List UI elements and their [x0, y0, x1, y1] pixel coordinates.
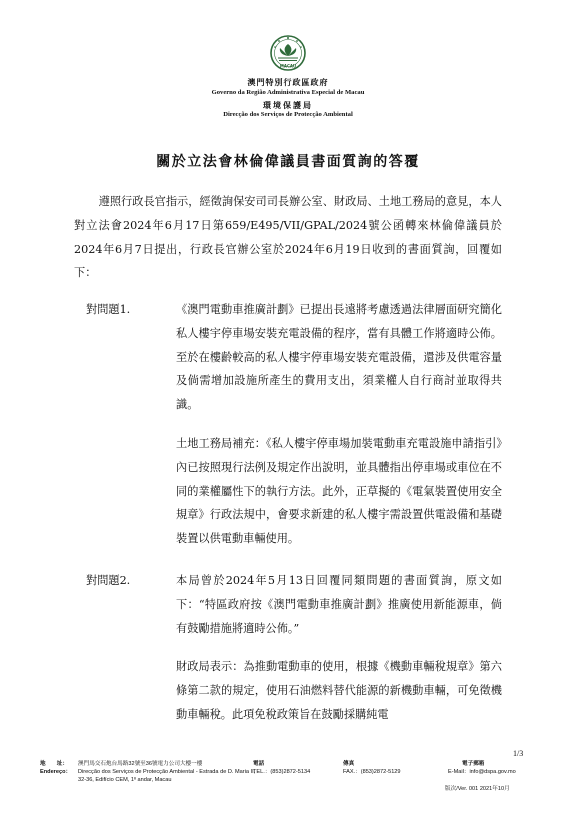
document-version: 版次/Ver. 001 2021年10月	[445, 786, 510, 792]
document-title: 關於立法會林倫偉議員書面質詢的答覆	[156, 154, 420, 170]
address-label-zh: 地 址：	[40, 761, 68, 767]
telephone-number: TEL.：(853)2872-5134	[253, 769, 311, 775]
emblem-text: MACAU	[279, 63, 297, 69]
telephone-label-zh: 電話	[253, 761, 265, 767]
macau-sar-emblem-icon	[268, 34, 308, 72]
government-name-zh: 澳門特別行政區政府	[247, 77, 329, 87]
address-pt-line-1: Direcção dos Serviços de Protecção Ambiental - Estrada de D. Maria II,	[78, 769, 256, 775]
department-name-pt: Direcção dos Serviços de Protecção Ambiental	[223, 111, 353, 118]
address-pt-line-2: 32-36, Edifício CEM, 1º andar, Macau	[78, 777, 172, 783]
question-2-answer-paragraph-2: 財政局表示：為推動電動車的使用，根據《機動車輛稅規章》第六條第二款的規定，使用石油燃料替代能源的新機動車輛，可免徵機動車輛稅。此項免稅政策旨在鼓勵採購純電	[176, 660, 502, 721]
email-label-zh: 電子郵箱	[462, 761, 485, 767]
intro-paragraph: 遵照行政長官指示，經徵詢保安司司長辦公室、財政局、土地工務局的意見，本人對立法會2024年6月17日第659/E495/VII/GPAL/2024號公函轉來林倫偉議員於2024年6月7日提出，行政長官辦公室於2024年6月19日收到的書面質詢，回覆如下：	[74, 195, 502, 280]
question-1-answer-paragraph-1: 《澳門電動車推廣計劃》已提出長遠將考慮透過法律層面研究簡化私人樓宇停車場安裝充電設備的程序，當有具體工作將適時公佈。至於在樓齡較高的私人樓宇停車場安裝充電設備，還涉及供電容量及倘需增加設施所產生的費用支出，須業權人自行商討並取得共識。	[176, 303, 502, 412]
page-number: 1/3	[513, 749, 524, 758]
question-2-label: 對問題2.	[86, 574, 131, 587]
question-1-label: 對問題1.	[86, 303, 131, 316]
email-address[interactable]: E-Mail：info@dspa.gov.mo	[448, 769, 516, 775]
fax-label-zh: 傳真	[343, 761, 355, 767]
question-2-answer-paragraph-1: 本局曾於2024年5月13日回覆同類問題的書面質詢，原文如下：“特區政府按《澳門電動車推廣計劃》推廣使用新能源車，倘有鼓勵措施將適時公佈。”	[176, 574, 502, 635]
address-label-pt: Endereço：	[40, 769, 72, 775]
department-name-zh: 環境保護局	[263, 100, 313, 110]
question-1-answer-paragraph-2: 土地工務局補充：《私人樓宇停車場加裝電動車充電設施申請指引》內已按照現行法例及規定作出說明，並具體指出停車場或車位在不同的業權屬性下的執行方法。此外，正草擬的《電氣裝置使用安全規章》行政法規中，會要求新建的私人樓宇需設置供電設備和基礎裝置以供電動車輛使用。	[176, 437, 502, 546]
fax-number: FAX.：(853)2872-5129	[343, 769, 401, 775]
government-name-pt: Governo da Região Administrativa Especial de Macau	[211, 89, 365, 96]
address-zh: 澳門馬交石炮台馬路32號至36號電力公司大樓一樓	[78, 761, 203, 767]
